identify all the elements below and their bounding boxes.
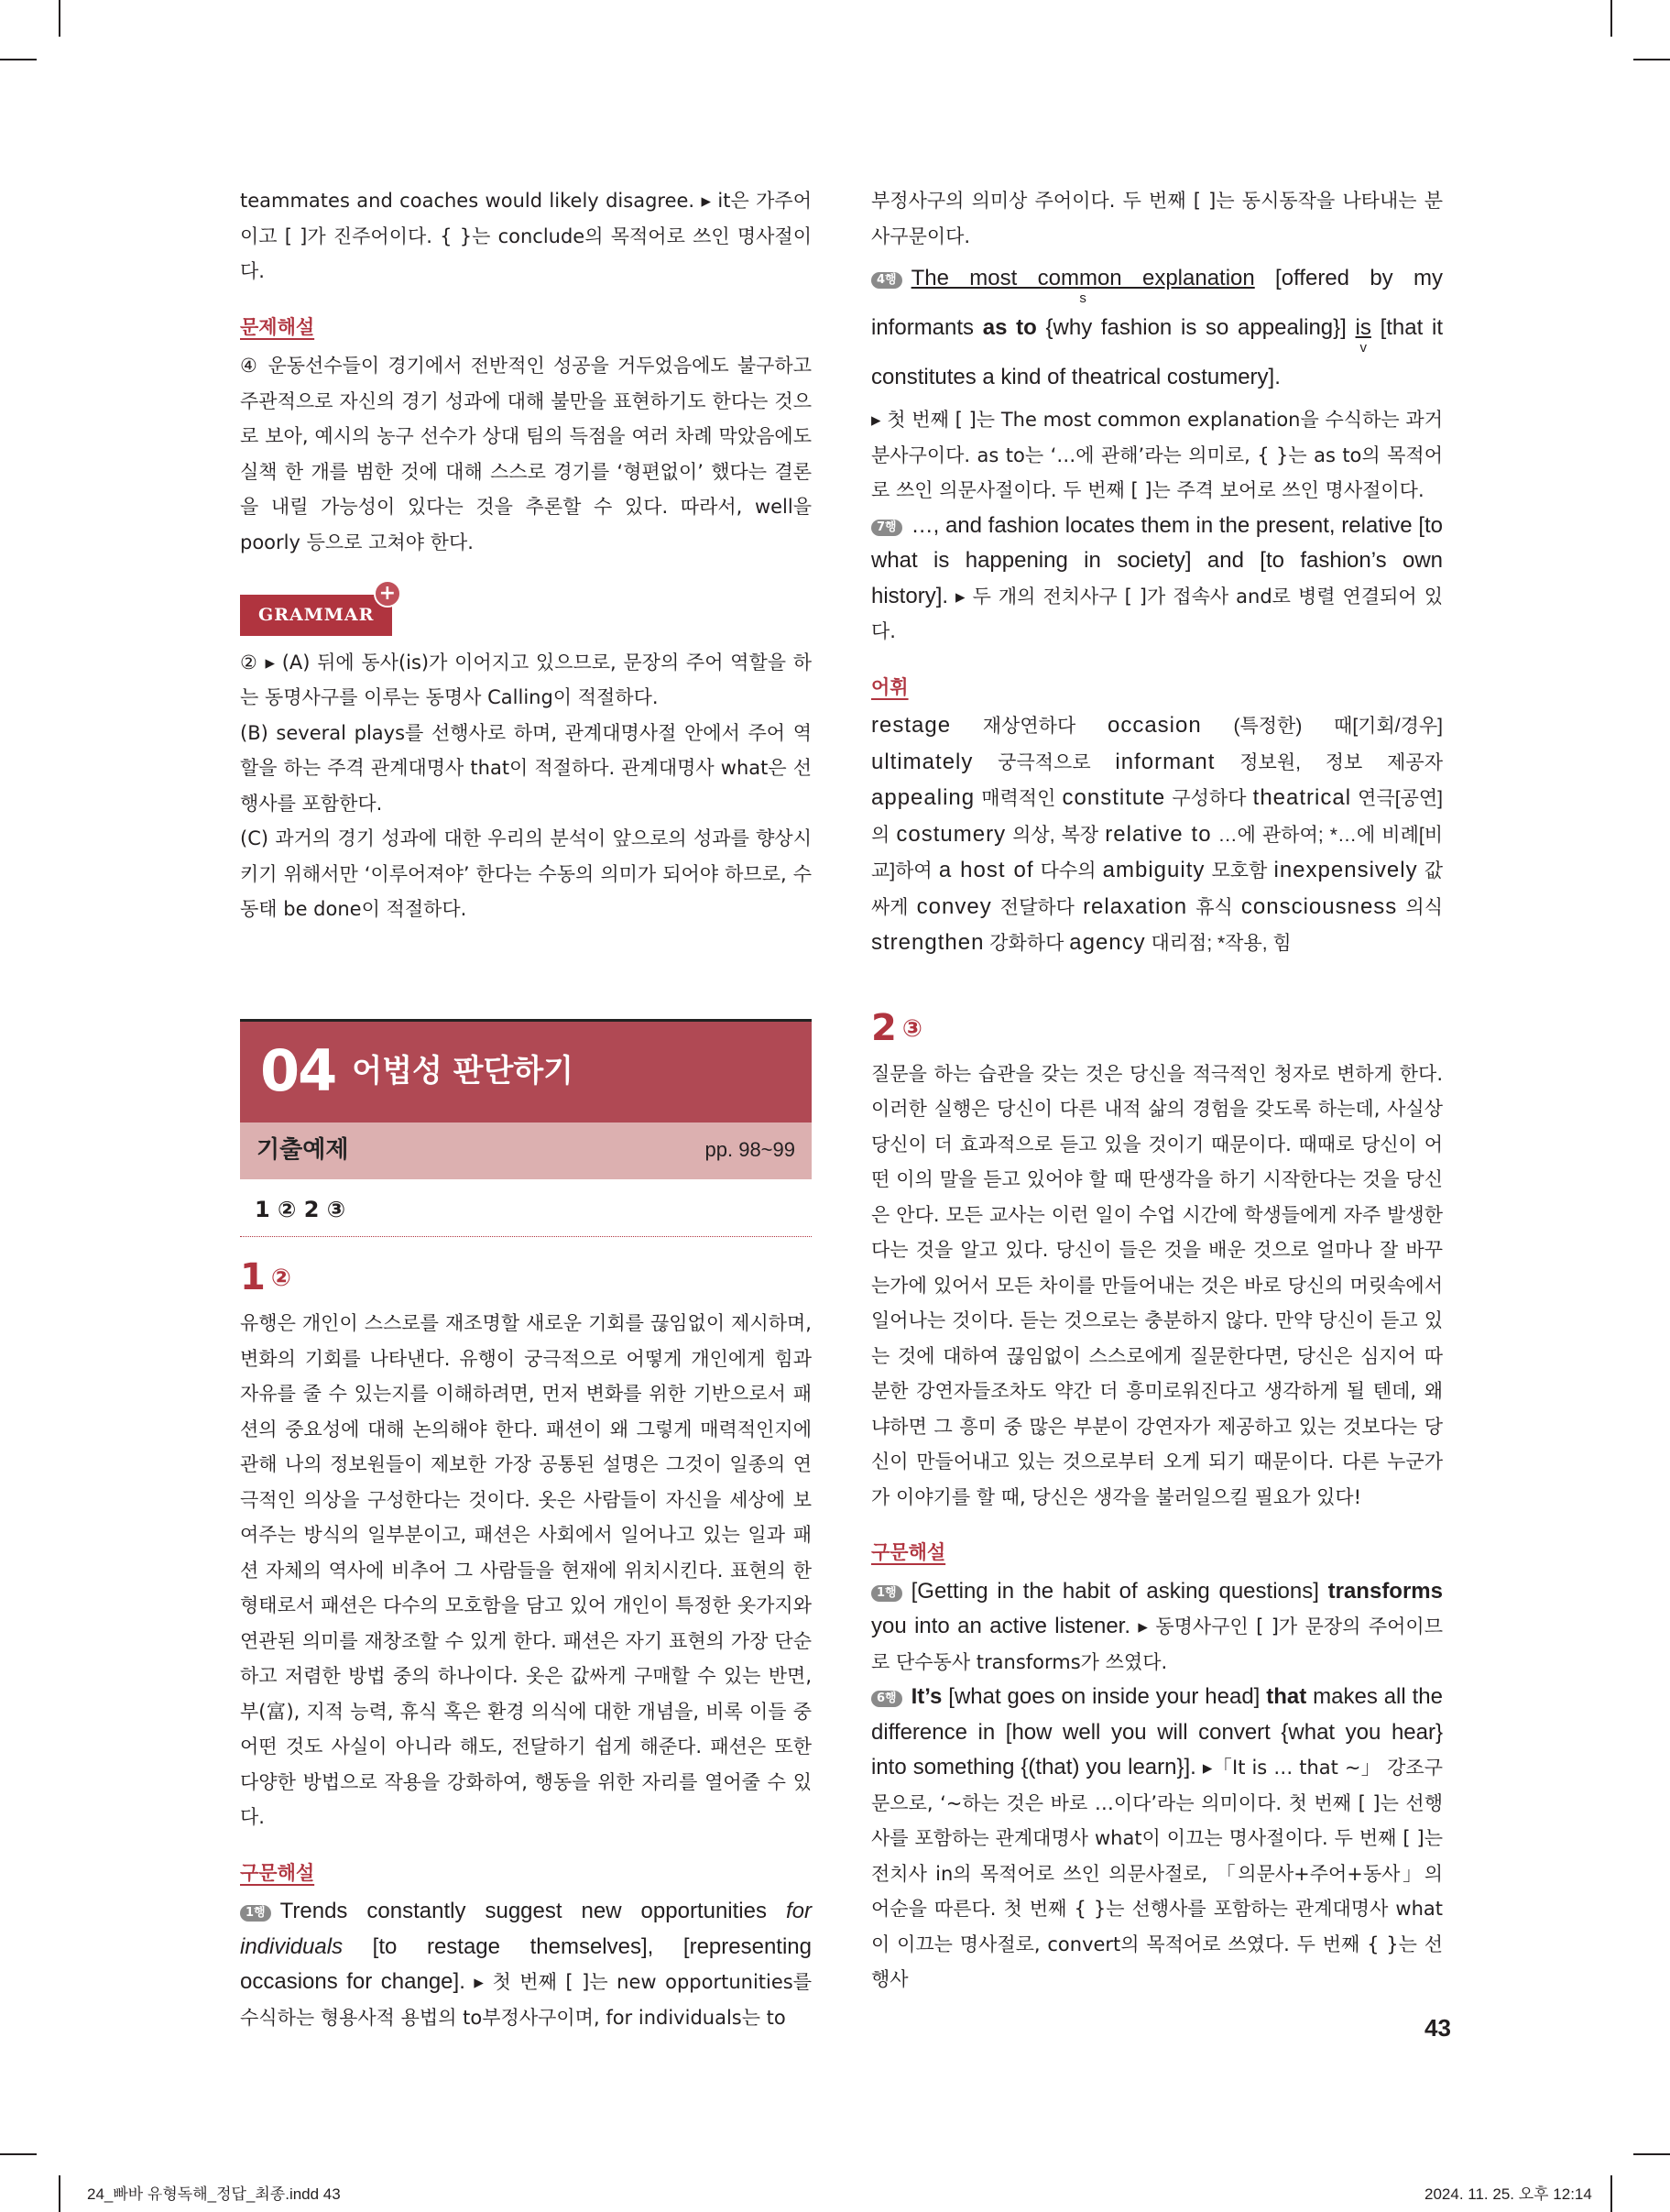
question-2-translation: 질문을 하는 습관을 갖는 것은 당신을 적극적인 청자로 변하게 한다. 이러한 실행은 당신이 다른 내적 삶의 경험을 갖도록 하는데, 사실상 당신이 더 효과적으로 듣고 있을 것이기 때문이다. 때때로 당신이 어떤 이의 말을 듣고 있어야 할 때 딴생각을 하기 시작한다는 것을 당신은 안다. 모든 교사는 이런 일이 수업 시간에 학생들에게 자주 발생한다는 것을 알고 있다. 당신이 들은 것을 배운 것으로 얼마나 잘 바꾸는가에 있어서 모든 차이를 만들어내는 것은 바로 당신의 머릿속에서 일어나는 것이다. 듣는 것으로는 충분하지 않다. 만약 당신이 듣고 있는 것에 대하여 끊임없이 스스로에게 질문한다면, 당신은 심지어 따분한 강연자들조차도 약간 더 흥미로워진다고 생각하게 될 텐데, 왜냐하면 그 흥미 중 많은 부분이 강연자가 제공하고 있는 것보다는 당신이 만들어내고 있는 것으로부터 오게 되기 때문이다. 다른 누군가가 이야기를 할 때, 당신은 생각을 불러일으킬 필요가 있다!	[871, 1062, 1443, 1508]
crop-mark	[0, 2153, 37, 2155]
plus-icon: +	[374, 580, 401, 608]
vocab-meaning: 궁극적으로	[973, 751, 1116, 773]
vocab-heading: 어휘	[871, 675, 909, 698]
vocab-word: constitute	[1062, 785, 1166, 810]
past-exam-label: 기출예제	[257, 1136, 349, 1165]
vocab-meaning: …에 관하여; *…에 비례[비교]하여	[871, 824, 1444, 882]
grammar-badge	[240, 582, 398, 636]
section-header	[240, 1019, 812, 1179]
vocab-word: theatrical	[1252, 785, 1352, 810]
answer-circle: ③	[901, 1014, 922, 1043]
grammar-b: (B) several plays를 선행사로 하며, 관계대명사절 안에서 주어 역할을 하는 주격 관계대명사 that이 적절하다. 관계대명사 what은 선행사를 포함한다.	[240, 721, 812, 815]
section-bar	[240, 1019, 812, 1122]
page-reference: pp. 98~99	[704, 1138, 795, 1162]
sentence-text: makes all the difference in [how well you will convert {what you hear} into something {(that) you learn}].	[871, 1684, 1443, 1779]
vocab-meaning: 매력적인	[975, 788, 1063, 809]
sentence-bold: as to	[982, 315, 1037, 340]
vocab-meaning: 강화하다	[984, 933, 1070, 954]
vocab-meaning: 전달하다	[991, 896, 1084, 918]
answer-circle: ②	[270, 1265, 291, 1292]
vocab-word: ambiguity	[1102, 858, 1206, 882]
crop-mark	[59, 2175, 60, 2212]
vocab-word: relaxation	[1083, 893, 1188, 919]
verb-mark: v	[1359, 340, 1367, 356]
right-intro: 부정사구의 의미상 주어이다. 두 번째 [ ]는 동시동작을 나타내는 분사구문이다.	[871, 190, 1443, 247]
vocab-word: appealing	[871, 785, 976, 810]
vocab-word: consciousness	[1240, 893, 1398, 919]
file-slug: 24_빠바 유형독해_정답_최종.indd 43	[87, 2185, 341, 2203]
question-number: 2	[871, 1006, 897, 1049]
vocab-word: restage	[871, 713, 952, 738]
verb-underline	[1355, 315, 1371, 356]
syntax-heading: 구문해설	[871, 1541, 946, 1563]
crop-mark	[1633, 59, 1670, 60]
section-number: 04	[260, 1037, 336, 1105]
vocab-meaning: 휴식	[1187, 896, 1241, 918]
line-badge: 1행	[871, 1585, 902, 1602]
vocab-meaning: 값싸게	[871, 860, 1444, 918]
vocab-meaning: 정보원, 정보 제공자	[1215, 751, 1443, 773]
line-badge: 4행	[871, 272, 902, 289]
syntax-heading: 구문해설	[240, 1861, 315, 1884]
line-badge: 1행	[240, 1905, 271, 1922]
sentence-bold: that	[1266, 1684, 1307, 1709]
sentence-text: [offered by my informants	[871, 266, 1443, 340]
problem-explanation-body: ④ 운동선수들이 경기에서 전반적인 성공을 거두었음에도 불구하고 주관적으로 자신의 경기 성과에 대해 불만을 표현하기도 한다는 것으로 보아, 예시의 농구 선수가 상대 팀의 득점을 여러 차례 막았음에도 실책 한 개를 범한 것에 대해 스스로 경기를 ‘형편없이’ 했다는 결론을 내릴 가능성이 있다는 것을 추론할 수 있다. 따라서, well을 poorly 등으로 고쳐야 한다.	[240, 355, 812, 553]
vocab-meaning: 모호함	[1205, 860, 1274, 882]
crop-mark	[59, 0, 60, 37]
crop-mark	[1610, 2175, 1612, 2212]
sentence-text: Trends constantly suggest new opportunities	[279, 1899, 786, 1923]
timestamp-slug: 2024. 11. 25. 오후 12:14	[1424, 2185, 1592, 2203]
grammar-a: ② ▸ (A) 뒤에 동사(is)가 이어지고 있으므로, 문장의 주어 역할을 하는 동명사구를 이루는 동명사 Calling이 적절하다.	[240, 651, 812, 708]
vocab-meaning: 의식	[1397, 896, 1443, 918]
sentence-note: ▸「It is … that ~」 강조구문으로, ‘~하는 것은 바로 …이다’라는 의미이다. 첫 번째 [ ]는 선행사를 포함하는 관계대명사 what이 이끄는 명사절이다. 두 번째 [ ]는 전치사 in의 목적어로 쓰인 의문사절로, 「의문사+주어+동사」의 어순을 따른다. 첫 번째 { }는 선행사를 포함하는 관계대명사 what이 이끄는 명사절로, convert의 목적어로 쓰였다. 두 번째 { }는 선행사	[871, 1757, 1443, 1990]
vocab-word: occasion	[1107, 713, 1202, 738]
section-subbar	[240, 1122, 812, 1179]
problem-explanation-heading: 문제해설	[240, 315, 315, 338]
vocab-meaning: 구성하다	[1165, 788, 1253, 809]
crop-mark	[0, 59, 37, 60]
question-1-heading	[240, 1250, 812, 1306]
subject-underline	[911, 266, 1255, 306]
question-number: 1	[240, 1256, 266, 1298]
left-column	[240, 183, 812, 2035]
vocab-meaning: 의상, 복장	[1006, 824, 1106, 846]
sentence-bold: transforms	[1327, 1578, 1443, 1604]
sentence-bold: It’s	[911, 1684, 943, 1709]
vocab-meaning: 다수의	[1033, 860, 1103, 882]
sentence-text: is	[1355, 315, 1371, 340]
crop-mark	[1610, 0, 1612, 37]
question-2-heading	[871, 1001, 1443, 1057]
vocab-word: ultimately	[871, 749, 974, 774]
line-badge: 6행	[871, 1691, 902, 1707]
sentence-text: {why fashion is so appealing}]	[1036, 315, 1356, 340]
right-column	[871, 183, 1443, 1998]
grammar-c: (C) 과거의 경기 성과에 대한 우리의 분석이 앞으로의 성과를 향상시키기 위해서만 ‘이루어져야’ 한다는 수동의 의미가 되어야 하므로, 수동태 be done이 적절하다.	[240, 827, 812, 920]
answer-key: 1 ② 2 ③	[240, 1179, 812, 1238]
sentence-text: The most common explanation	[911, 266, 1255, 290]
vocab-word: a host of	[938, 858, 1034, 882]
subject-mark: s	[1079, 290, 1086, 306]
sentence-text: [that it constitutes a kind of theatrical costumery].	[871, 315, 1443, 389]
vocab-word: inexpensively	[1273, 858, 1418, 882]
sentence-text: you into an active listener.	[871, 1614, 1139, 1638]
sentence-text: …, and fashion locates them in the present, relative [to what is happening in society] and [to fashion’s own history].	[871, 512, 1443, 608]
line-badge: 7행	[871, 520, 902, 536]
grammar-label: GRAMMAR	[258, 605, 375, 625]
vocab-meaning: 대리점; *작용, 힘	[1145, 933, 1292, 954]
sentence-text: [to restage themselves], [representing occasions for change].	[240, 1933, 812, 1994]
sentence-text: [what goes on inside your head]	[942, 1684, 1267, 1709]
vocab-list	[871, 708, 1443, 962]
sentence-note: ▸ 동명사구인 [ ]가 문장의 주어이므로 단수동사 transforms가 쓰였다.	[871, 1615, 1443, 1673]
page-number: 43	[1424, 2014, 1451, 2042]
crop-mark	[1633, 2153, 1670, 2155]
section-title: 어법성 판단하기	[352, 1053, 574, 1090]
vocab-meaning: 재상연하다	[951, 716, 1108, 737]
left-intro: teammates and coaches would likely disagree. ▸ it은 가주어이고 [ ]가 진주어이다. { }는 conclude의 목적어로 쓰인 명사절이다.	[240, 190, 812, 282]
vocab-meaning: 연극[공연]의	[871, 788, 1443, 846]
sentence-italic: for individuals	[240, 1899, 812, 1959]
sentence-note: ▸ 첫 번째 [ ]는 The most common explanation을 수식하는 과거분사구이다. as to는 ‘…에 관해’라는 의미로, { }는 as to의 목적어로 쓰인 의문사절이다. 두 번째 [ ]는 주격 보어로 쓰인 명사절이다.	[871, 409, 1443, 501]
sentence-note: ▸ 두 개의 전치사구 [ ]가 접속사 and로 병렬 연결되어 있다.	[871, 585, 1443, 642]
sentence-note: ▸ 첫 번째 [ ]는 new opportunities를 수식하는 형용사적 용법의 to부정사구이며, for individuals는 to	[240, 1971, 813, 2029]
vocab-word: agency	[1069, 930, 1146, 955]
vocab-word: relative to	[1105, 821, 1212, 847]
vocab-word: strengthen	[871, 930, 985, 955]
vocab-word: convey	[916, 893, 992, 919]
question-1-translation: 유행은 개인이 스스로를 재조명할 새로운 기회를 끊임없이 제시하며, 변화의 기회를 나타낸다. 유행이 궁극적으로 어떻게 개인에게 힘과 자유를 줄 수 있는지를 이해하려면, 먼저 변화를 위한 기반으로서 패션의 중요성에 대해 논의해야 한다. 패션이 왜 그렇게 매력적인지에 관해 나의 정보원들이 제보한 가장 공통된 설명은 그것이 일종의 연극적인 의상을 구성한다는 것이다. 옷은 사람들이 자신을 세상에 보여주는 방식의 일부분이고, 패션은 사회에서 일어나고 있는 일과 패션 자체의 역사에 비추어 그 사람들을 현재에 위치시킨다. 표현의 한 형태로서 패션은 다수의 모호함을 담고 있어 개인이 특정한 옷가지와 연관된 의미를 재창조할 수 있게 한다. 패션은 자기 표현의 가장 단순하고 저렴한 방법 중의 하나이다. 옷은 값싸게 구매할 수 있는 반면, 부(富), 지적 능력, 휴식 혹은 환경 의식에 대한 개념을, 비록 이들 중 어떤 것도 사실이 아니라 해도, 전달하기 쉽게 해준다. 패션은 또한 다양한 방법으로 작용을 강화하여, 행동을 위한 자리를 열어줄 수 있다.	[240, 1312, 812, 1828]
vocab-word: costumery	[896, 821, 1007, 847]
vocab-word: informant	[1115, 749, 1216, 774]
vocab-meaning: (특정한) 때[기회/경우]	[1201, 716, 1443, 737]
sentence-text: [Getting in the habit of asking questions]	[911, 1578, 1328, 1604]
